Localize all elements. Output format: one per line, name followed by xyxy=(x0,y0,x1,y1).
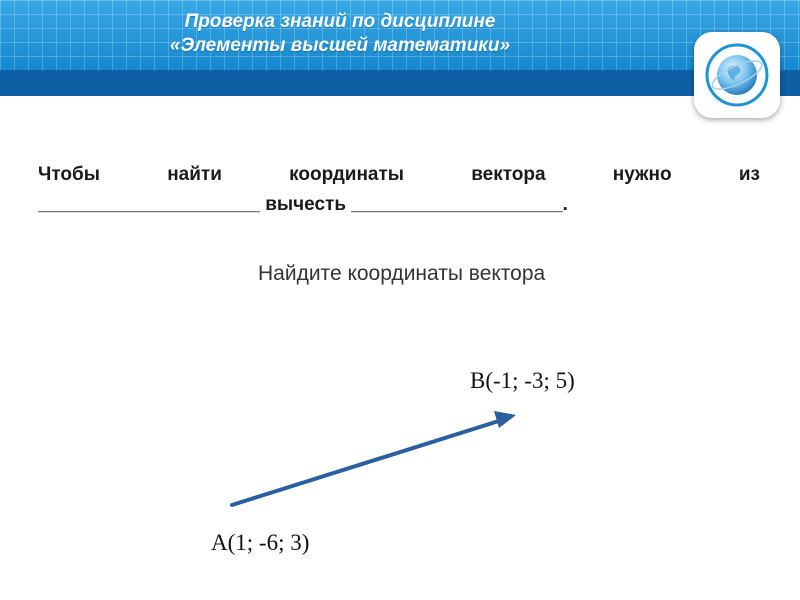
answer-blank-2: ____________________. xyxy=(351,194,568,215)
task-subtitle: Найдите координаты вектора xyxy=(258,262,546,285)
question-word: Чтобы xyxy=(38,164,100,185)
title-line-1: Проверка знаний по дисциплине xyxy=(184,11,496,32)
question-word: координаты xyxy=(289,164,405,185)
title-line-2: «Элементы высшей математики» xyxy=(169,35,511,56)
question-verb: вычесть xyxy=(265,194,346,215)
answer-blank-1: _____________________ xyxy=(38,194,260,215)
question-word: нужно xyxy=(612,164,672,185)
arrowhead-icon xyxy=(494,411,516,428)
point-b-label: B(-1; -3; 5) xyxy=(470,368,575,393)
vector-line xyxy=(232,420,502,505)
question-word: из xyxy=(738,164,760,185)
question-word: вектора xyxy=(471,164,546,185)
question-word: найти xyxy=(167,164,222,185)
point-a-label: A(1; -6; 3) xyxy=(211,530,310,555)
